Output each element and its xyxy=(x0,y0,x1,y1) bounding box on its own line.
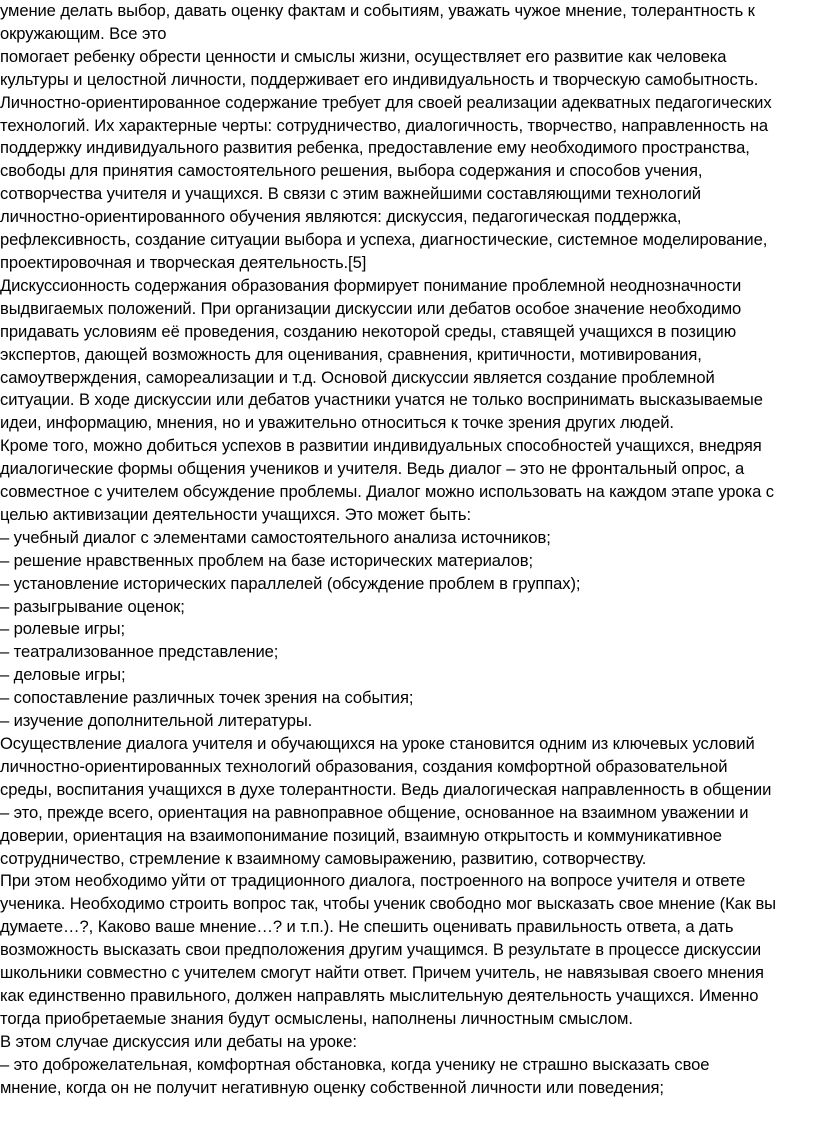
text-line: личностно-ориентированного обучения являются: дискуссия, педагогическая поддержка, xyxy=(0,207,682,227)
text-line: Кроме того, можно добиться успехов в развитии индивидуальных способностей учащихся, внедряя xyxy=(0,436,762,456)
list-item: – это доброжелательная, комфортная обстановка, когда ученику не страшно высказать свое xyxy=(0,1054,710,1074)
text-line: доверии, ориентация на взаимопонимание позиций, взаимную открытость и коммуникативное xyxy=(0,825,722,845)
text-line: умение делать выбор, давать оценку фактам и событиям, уважать чужое мнение, толерантность к xyxy=(0,1,755,20)
text-line: проектировочная и творческая деятельность.[5] xyxy=(0,252,367,272)
list-item: – изучение дополнительной литературы. xyxy=(0,711,313,731)
text-line: самоутверждения, самореализации и т.д. Основой дискуссии является создание проблемной xyxy=(0,367,715,387)
text-line: сотрудничество, стремление к взаимному самовыражению, развитию, сотворчеству. xyxy=(0,848,647,868)
list-item: – ролевые игры; xyxy=(0,619,126,639)
text-line: совместное с учителем обсуждение проблемы. Диалог можно использовать на каждом этапе урока с xyxy=(0,482,774,502)
text-line: технологий. Их характерные черты: сотрудничество, диалогичность, творчество, направленность на xyxy=(0,115,769,135)
list-item: – установление исторических параллелей (обсуждение проблем в группах); xyxy=(0,573,581,593)
text-line: личностно-ориентированных технологий образования, создания комфортной образовательной xyxy=(0,756,728,776)
text-line: как единственно правильного, должен направлять мыслительную деятельность учащихся. Именно xyxy=(0,985,759,1005)
text-line: культуры и целостной личности, поддерживает его индивидуальность и творческую самобытность. xyxy=(0,69,759,89)
text-line: идеи, информацию, мнения, но и уважительно относиться к точке зрения других людей. xyxy=(0,413,674,433)
text-line: школьники совместно с учителем смогут найти ответ. Причем учитель, не навязывая своего мнения xyxy=(0,963,764,983)
text-line: выдвигаемых положений. При организации дискуссии или дебатов особое значение необходимо xyxy=(0,298,742,318)
list-item: – разыгрывание оценок; xyxy=(0,596,185,616)
text-line: рефлексивность, создание ситуации выбора и успеха, диагностические, системное моделирование, xyxy=(0,230,768,250)
text-line: сотворчества учителя и учащихся. В связи с этим важнейшими составляющими технологий xyxy=(0,184,701,204)
text-line: целью активизации деятельности учащихся. Это может быть: xyxy=(0,504,471,524)
text-line: возможность высказать свои предположения другим учащимся. В результате в процессе дискуссии xyxy=(0,940,762,960)
text-line: тогда приобретаемые знания будут осмыслены, наполнены личностным смыслом. xyxy=(0,1008,633,1028)
text-line: диалогические формы общения учеников и учителя. Ведь диалог – это не фронтальный опрос, а xyxy=(0,459,745,479)
text-line: экспертов, дающей возможность для оценивания, сравнения, критичности, мотивирования, xyxy=(0,344,702,364)
text-line: окружающим. Все это xyxy=(0,23,167,43)
text-line: Дискуссионность содержания образования формирует понимание проблемной неоднозначности xyxy=(0,275,742,295)
text-line: поддержку индивидуального развития ребенка, предоставление ему необходимого пространства, xyxy=(0,138,750,158)
text-line: думаете…?, Каково ваше мнение…? и т.п.). Не спешить оценивать правильность ответа, а дать xyxy=(0,917,734,937)
list-item: – решение нравственных проблем на базе исторических материалов; xyxy=(0,550,534,570)
text-line: помогает ребенку обрести ценности и смыслы жизни, осуществляет его развитие как человека xyxy=(0,46,727,66)
list-item: – сопоставление различных точек зрения на события; xyxy=(0,688,414,708)
text-line: В этом случае дискуссия или дебаты на уроке: xyxy=(0,1031,357,1051)
list-item: – театрализованное представление; xyxy=(0,642,279,662)
text-line: ученика. Необходимо строить вопрос так, чтобы ученик свободно мог высказать свое мнение (Как вы xyxy=(0,894,776,914)
text-line: мнение, когда он не получит негативную оценку собственной личности или поведения; xyxy=(0,1077,664,1097)
text-line: ситуации. В ходе дискуссии или дебатов участники учатся не только воспринимать высказываемые xyxy=(0,390,763,410)
text-line: – это, прежде всего, ориентация на равноправное общение, основанное на взаимном уважении и xyxy=(0,802,749,822)
text-line: свободы для принятия самостоятельного решения, выбора содержания и способов учения, xyxy=(0,161,703,181)
text-line: Осуществление диалога учителя и обучающихся на уроке становится одним из ключевых условий xyxy=(0,734,755,753)
text-line: При этом необходимо уйти от традиционного диалога, построенного на вопросе учителя и ответе xyxy=(0,871,746,891)
text-line: среды, воспитания учащихся в духе толерантности. Ведь диалогическая направленность в общении xyxy=(0,779,772,799)
text-line: придавать условиям её проведения, созданию некоторой среды, ставящей учащихся в позицию xyxy=(0,321,737,341)
text-line: Личностно-ориентированное содержание требует для своей реализации адекватных педагогических xyxy=(0,92,772,112)
list-item: – деловые игры; xyxy=(0,665,126,685)
list-item: – учебный диалог с элементами самостоятельного анализа источников; xyxy=(0,527,551,547)
